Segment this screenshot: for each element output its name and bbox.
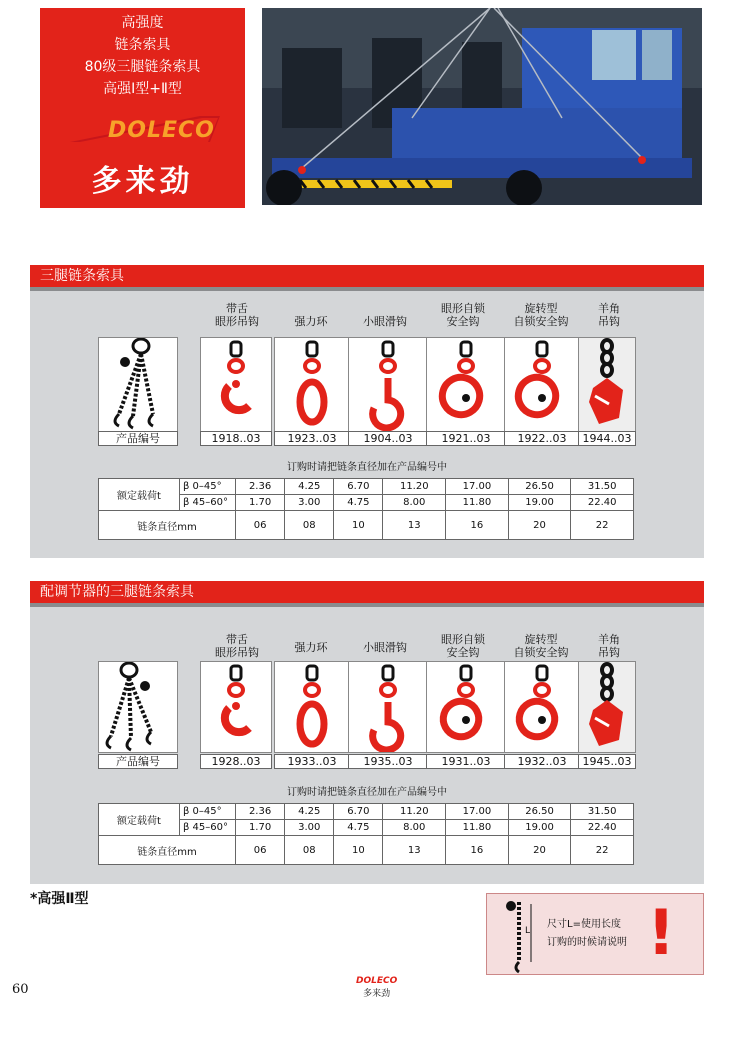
section-title: 三腿链条索具 (30, 265, 704, 291)
diameter-label: 链条直径mm (99, 511, 236, 540)
col-head-swivel-self-locking-hook: 旋转型 自锁安全钩 (513, 633, 569, 659)
load-cell: 19.00 (508, 495, 571, 511)
code-1944: 1944..03 (578, 431, 636, 446)
diameter-cell: 16 (446, 511, 509, 540)
product-image-1922 (504, 337, 580, 433)
diameter-cell: 20 (508, 511, 571, 540)
section-three-leg-sling-with-adjuster (30, 581, 704, 884)
code-label: 产品编号 (98, 754, 178, 769)
load-cell: 4.75 (334, 495, 383, 511)
load-cell: 8.00 (383, 820, 446, 836)
load-cell: 19.00 (508, 820, 571, 836)
code-1923: 1923..03 (274, 431, 350, 446)
angle-45-60: β 45–60° (180, 495, 236, 511)
diameter-cell: 16 (446, 836, 509, 865)
load-cell: 26.50 (508, 479, 571, 495)
code-1921: 1921..03 (426, 431, 506, 446)
code-1918: 1918..03 (200, 431, 272, 446)
code-label: 产品编号 (98, 431, 178, 446)
load-cell: 4.25 (285, 479, 334, 495)
exclamation-mark: ! (647, 896, 676, 969)
load-label: 额定载荷t (99, 479, 180, 511)
chain-length-icon (497, 894, 537, 974)
product-image-1904 (348, 337, 428, 433)
col-head-swivel-self-locking-hook: 旋转型 自锁安全钩 (513, 302, 569, 328)
diameter-cell: 22 (571, 836, 634, 865)
code-1945: 1945..03 (578, 754, 636, 769)
diameter-cell: 20 (508, 836, 571, 865)
col-head-master-link: 强力环 (294, 641, 328, 654)
product-image-1945 (578, 661, 636, 753)
code-1922: 1922..03 (504, 431, 580, 446)
header-line-2: 链条索具 (114, 37, 171, 53)
header-line-3: 80级三腿链条索具 (84, 59, 201, 75)
diameter-label: 链条直径mm (99, 836, 236, 865)
load-cell: 6.70 (334, 804, 383, 820)
page-number: 60 (12, 982, 29, 997)
section-title: 配调节器的三腿链条索具 (30, 581, 704, 607)
load-cell: 2.36 (236, 804, 285, 820)
length-label: L (525, 926, 531, 936)
load-cell: 11.80 (446, 495, 509, 511)
load-cell: 17.00 (446, 804, 509, 820)
code-1935: 1935..03 (348, 754, 428, 769)
chain-sling-adjuster-image (98, 661, 178, 753)
load-cell: 31.50 (571, 479, 634, 495)
col-head-grab-hook: 羊角 吊钩 (598, 302, 620, 328)
col-head-small-eye-sliding-hook: 小眼滑钩 (363, 641, 407, 654)
load-cell: 8.00 (383, 495, 446, 511)
chain-sling-image (98, 337, 178, 433)
product-code-row (98, 431, 634, 444)
info-line-2: 订购的时候请说明 (547, 937, 627, 948)
load-label: 额定载荷t (99, 804, 180, 836)
product-image-1944 (578, 337, 636, 433)
col-head-grab-hook: 羊角 吊钩 (598, 633, 620, 659)
load-cell: 2.36 (236, 479, 285, 495)
product-image-1918 (200, 337, 272, 433)
load-cell: 26.50 (508, 804, 571, 820)
header-banner (40, 8, 245, 208)
load-cell: 6.70 (334, 479, 383, 495)
info-line-1: 尺寸L=使用长度 (547, 919, 621, 930)
code-1933: 1933..03 (274, 754, 350, 769)
footer-brand-cn: 多来劲 (363, 989, 391, 999)
brand-chinese: 多来劲 (91, 164, 194, 199)
load-cell: 22.40 (571, 495, 634, 511)
load-cell: 17.00 (446, 479, 509, 495)
load-cell: 1.70 (236, 820, 285, 836)
diameter-cell: 08 (285, 836, 334, 865)
load-cell: 11.20 (383, 804, 446, 820)
col-head-eye-self-locking-hook: 眼形自锁 安全钩 (441, 302, 485, 328)
code-1931: 1931..03 (426, 754, 506, 769)
order-note: 订购时请把链条直径加在产品编号中 (287, 787, 447, 798)
col-head-master-link: 强力环 (294, 315, 328, 328)
diameter-cell: 08 (285, 511, 334, 540)
code-1928: 1928..03 (200, 754, 272, 769)
diameter-cell: 06 (236, 511, 285, 540)
diameter-cell: 22 (571, 511, 634, 540)
product-image-1931 (426, 661, 506, 753)
order-note: 订购时请把链条直径加在产品编号中 (287, 462, 447, 473)
angle-45-60: β 45–60° (180, 820, 236, 836)
col-head-eye-hook-latch: 带舌 眼形吊钩 (215, 633, 259, 659)
load-cell: 3.00 (285, 495, 334, 511)
product-image-1933 (274, 661, 350, 753)
product-image-1928 (200, 661, 272, 753)
load-cell: 4.75 (334, 820, 383, 836)
diameter-cell: 13 (383, 836, 446, 865)
angle-0-45: β 0–45° (180, 804, 236, 820)
info-text (547, 916, 627, 952)
col-head-small-eye-sliding-hook: 小眼滑钩 (363, 315, 407, 328)
angle-0-45: β 0–45° (180, 479, 236, 495)
col-head-eye-hook-latch: 带舌 眼形吊钩 (215, 302, 259, 328)
diameter-cell: 13 (383, 511, 446, 540)
spec-table (98, 478, 634, 540)
truck-lifting-photo (262, 8, 702, 205)
product-code-row (98, 754, 634, 767)
footer-logo-text: DOLECO (356, 976, 398, 986)
code-1904: 1904..03 (348, 431, 428, 446)
product-image-1921 (426, 337, 506, 433)
load-cell: 3.00 (285, 820, 334, 836)
section-three-leg-sling (30, 265, 704, 558)
col-head-eye-self-locking-hook: 眼形自锁 安全钩 (441, 633, 485, 659)
load-cell: 1.70 (236, 495, 285, 511)
doleco-logo: DOLECO (70, 112, 220, 146)
load-cell: 4.25 (285, 804, 334, 820)
load-cell: 11.80 (446, 820, 509, 836)
diameter-cell: 10 (334, 511, 383, 540)
product-image-1935 (348, 661, 428, 753)
product-image-1932 (504, 661, 580, 753)
load-cell: 22.40 (571, 820, 634, 836)
spec-table (98, 803, 634, 865)
length-info-box (486, 893, 704, 975)
product-image-1923 (274, 337, 350, 433)
header-line-1: 高强度 (121, 15, 164, 31)
load-cell: 31.50 (571, 804, 634, 820)
footer-logo (356, 976, 397, 999)
load-cell: 11.20 (383, 479, 446, 495)
header-line-4: 高强Ⅰ型+Ⅱ型 (103, 81, 182, 97)
footnote: *高强Ⅱ型 (30, 891, 89, 907)
code-1932: 1932..03 (504, 754, 580, 769)
diameter-cell: 06 (236, 836, 285, 865)
diameter-cell: 10 (334, 836, 383, 865)
